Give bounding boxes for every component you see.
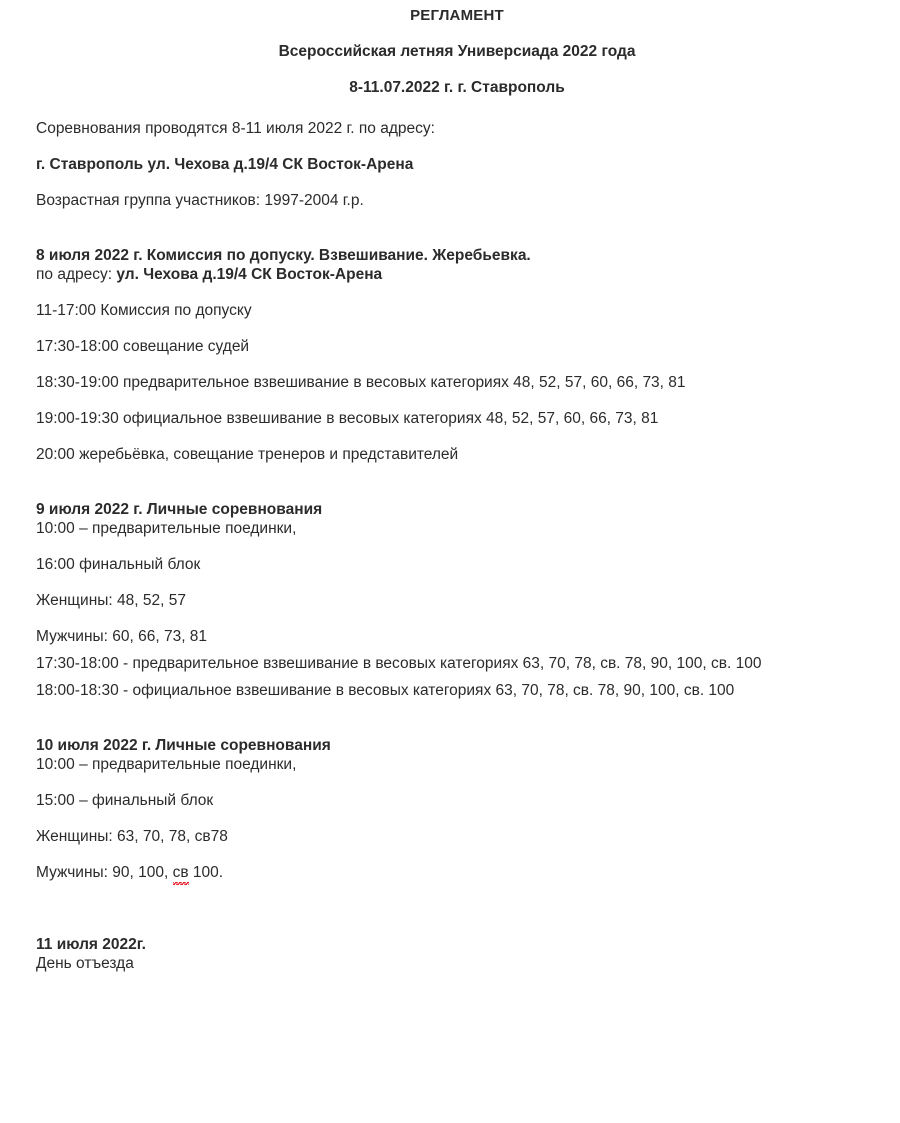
day-9-men-categories: Мужчины: 60, 66, 73, 81	[36, 628, 208, 645]
intro-venue-line: г. Ставрополь ул. Чехова д.19/4 СК Восток-Арена	[36, 156, 414, 173]
day-8-address-line	[36, 265, 878, 284]
day-8-schedule-line: 18:30-19:00 предварительное взвешивание в весовых категориях 48, 52, 57, 60, 66, 73, 81	[36, 374, 686, 391]
day-11-schedule-line: День отъезда	[36, 955, 134, 972]
day-8-schedule-line: 11-17:00 Комиссия по допуску	[36, 302, 252, 319]
document-subtitle: Всероссийская летняя Универсиада 2022 года	[278, 43, 636, 60]
day-10-schedule-line: 10:00 – предварительные поединки,	[36, 756, 297, 773]
day-heading-11-july: 11 июля 2022г.	[36, 936, 146, 953]
day-8-schedule-line: 17:30-18:00 совещание судей	[36, 338, 250, 355]
day-9-preliminary-weighin: 17:30-18:00 - предварительное взвешивание в весовых категориях 63, 70, 78, св. 78, 90, 100, св. 100	[36, 655, 762, 672]
section-spacer	[36, 464, 878, 500]
day-9-official-weighin: 18:00-18:30 - официальное взвешивание в весовых категориях 63, 70, 78, св. 78, 90, 100, св. 100	[36, 682, 735, 699]
day-heading-9-july: 9 июля 2022 г. Личные соревнования	[36, 501, 323, 518]
section-spacer	[36, 210, 878, 246]
day-8-schedule-line: 19:00-19:30 официальное взвешивание в весовых категориях 48, 52, 57, 60, 66, 73, 81	[36, 410, 659, 427]
day-9-women-categories: Женщины: 48, 52, 57	[36, 592, 186, 609]
intro-age-group-line: Возрастная группа участников: 1997-2004 г.р.	[36, 192, 364, 209]
section-spacer	[36, 700, 878, 736]
day-8-address-prefix: по адресу:	[36, 266, 117, 283]
day-10-men-suffix: 100.	[188, 864, 224, 881]
day-9-schedule-line: 10:00 – предварительные поединки,	[36, 520, 297, 537]
spellcheck-misspelled-word: св	[172, 864, 189, 881]
document-dateline: 8-11.07.2022 г. г. Ставрополь	[349, 79, 565, 96]
day-9-schedule-line: 16:00 финальный блок	[36, 556, 201, 573]
day-heading-10-july: 10 июля 2022 г. Личные соревнования	[36, 737, 331, 754]
intro-dates-line: Соревнования проводятся 8-11 июля 2022 г. по адресу:	[36, 120, 435, 137]
document-title: РЕГЛАМЕНТ	[410, 7, 504, 24]
day-10-schedule-line: 15:00 – финальный блок	[36, 792, 214, 809]
day-10-men-categories	[36, 863, 878, 882]
day-heading-8-july: 8 июля 2022 г. Комиссия по допуску. Взвешивание. Жеребьевка.	[36, 247, 531, 264]
section-spacer	[36, 882, 878, 918]
day-10-men-prefix: Мужчины: 90, 100,	[36, 864, 173, 881]
day-8-schedule-line: 20:00 жеребьёвка, совещание тренеров и представителей	[36, 446, 459, 463]
section-spacer-extra	[36, 918, 878, 935]
day-8-address-value: ул. Чехова д.19/4 СК Восток-Арена	[116, 266, 383, 283]
day-10-women-categories: Женщины: 63, 70, 78, св78	[36, 828, 228, 845]
